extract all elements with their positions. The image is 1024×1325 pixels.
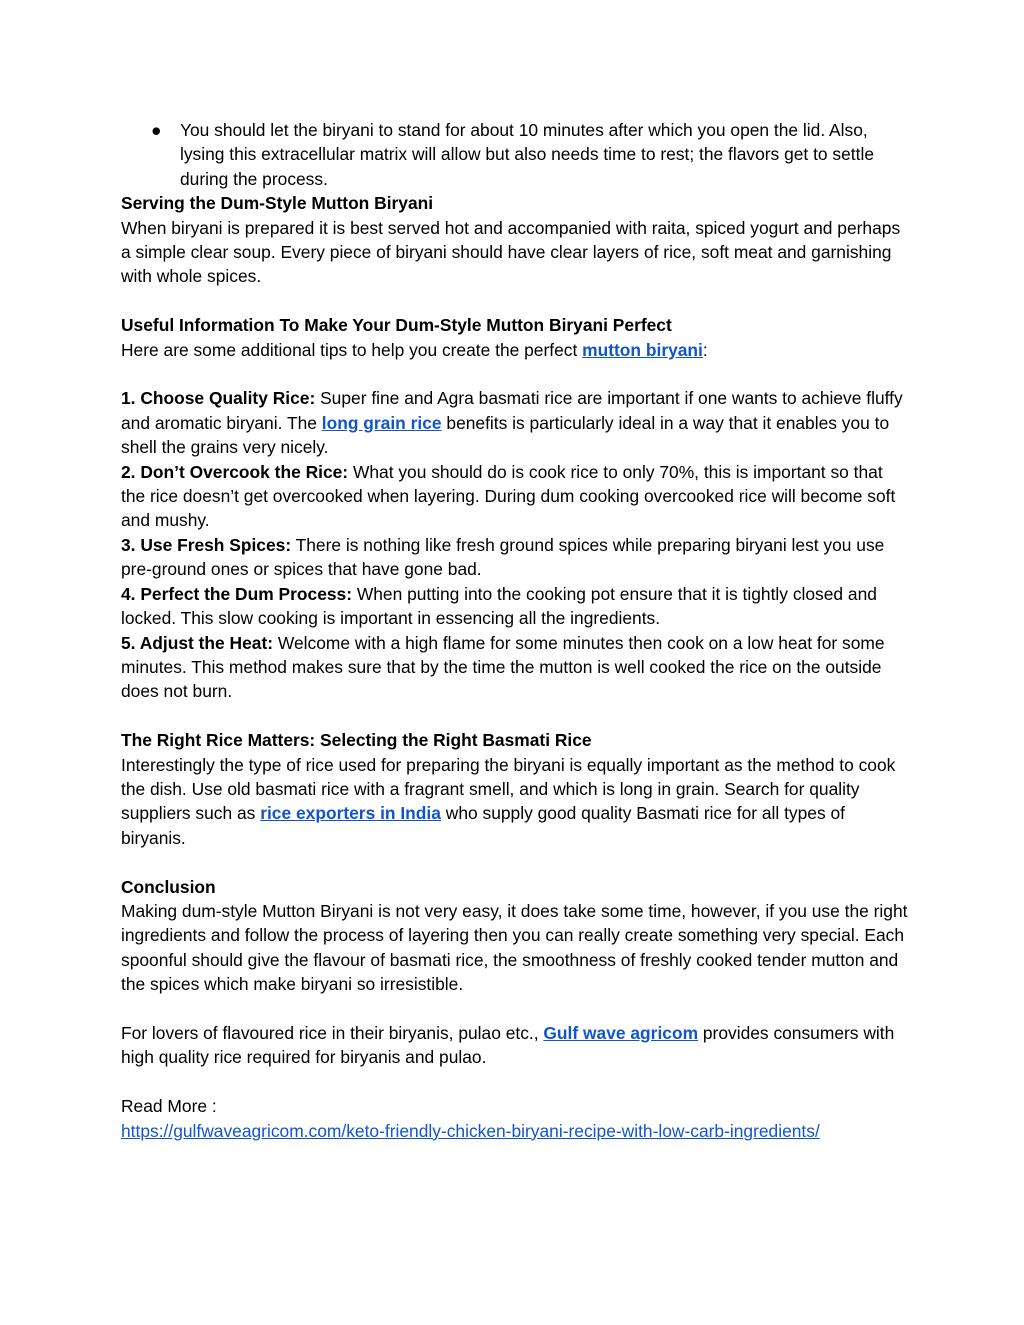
- conclusion-heading: Conclusion: [121, 876, 216, 897]
- tip-3-text: There is nothing like fresh ground spices while preparing biryani lest you use pre-ground ones or spices that have gone bad.: [121, 534, 885, 580]
- spacer: [121, 1070, 911, 1094]
- spacer: [121, 704, 911, 728]
- bullet-icon: ●: [151, 120, 162, 140]
- rice-matters-heading: The Right Rice Matters: Selecting the Right Basmati Rice: [121, 730, 592, 751]
- serving-body: When biryani is prepared it is best served hot and accompanied with raita, spiced yogurt and perhaps a simple clear soup. Every piece of biryani should have clear layers of rice, soft meat and garnishing with whole spices.: [121, 217, 901, 287]
- tip-4: [121, 582, 911, 631]
- tip-4-lead: 4. Perfect the Dum Process:: [121, 583, 352, 604]
- read-more-link[interactable]: https://gulfwaveagricom.com/keto-friendly-chicken-biryani-recipe-with-low-carb-ingredients/: [121, 1120, 820, 1141]
- spacer: [121, 850, 911, 874]
- document-page: [121, 118, 911, 1143]
- read-more-label: Read More :: [121, 1096, 217, 1117]
- tip-3: [121, 533, 911, 582]
- tip-1: [121, 386, 911, 459]
- gulf-wave-agricom-link[interactable]: Gulf wave agricom: [543, 1022, 699, 1043]
- rice-exporters-link[interactable]: rice exporters in India: [260, 803, 441, 824]
- tip-5-lead: 5. Adjust the Heat:: [121, 632, 274, 653]
- rice-matters-body: [121, 753, 911, 851]
- tip-3-lead: 3. Use Fresh Spices:: [121, 534, 292, 555]
- serving-heading: Serving the Dum-Style Mutton Biryani: [121, 193, 434, 214]
- spacer: [121, 289, 911, 313]
- long-grain-rice-link[interactable]: long grain rice: [321, 412, 442, 433]
- bullet-text: You should let the biryani to stand for about 10 minutes after which you open the lid. Also, lysing this extracellular matrix will allow but also needs time to rest; the flavors get to settle during the process.: [180, 120, 874, 189]
- conclusion-body: Making dum-style Mutton Biryani is not very easy, it does take some time, however, if you use the right ingredients and follow the process of layering then you can really create something very special. Each spoonful should give the flavour of basmati rice, the smoothness of freshly cooked tender mutton and the spices which make biryani so irresistible.: [121, 900, 908, 995]
- tip-2-text: What you should do is cook rice to only 70%, this is important so that the rice doesn’t get overcooked when layering. During dum cooking overcooked rice will become soft and mushy.: [121, 461, 896, 531]
- tip-4-text: When putting into the cooking pot ensure that it is tightly closed and locked. This slow cooking is important in essencing all the ingredients.: [121, 583, 877, 629]
- mutton-biryani-link[interactable]: mutton biryani: [582, 339, 703, 360]
- tip-1-text-after: benefits is particularly ideal in a way that it enables you to shell the grains very nicely.: [121, 412, 890, 458]
- tip-5-text: Welcome with a high flame for some minutes then cook on a low heat for some minutes. This method makes sure that by the time the mutton is well cooked the rice on the outside does not burn.: [121, 632, 885, 702]
- useful-intro-colon: :: [702, 339, 708, 360]
- lovers-text-after: provides consumers with high quality rice required for biryanis and pulao.: [121, 1022, 895, 1068]
- bullet-list: [121, 118, 911, 191]
- spacer: [121, 362, 911, 386]
- rice-matters-text: Interestingly the type of rice used for preparing the biryani is equally important as the method to cook the dish. Use old basmati rice with a fragrant smell, and which is long in grain. Search for quality suppliers such as: [121, 754, 896, 824]
- useful-intro: [121, 338, 911, 362]
- tip-5: [121, 631, 911, 704]
- list-item: [121, 118, 911, 191]
- lovers-paragraph: [121, 1021, 911, 1070]
- spacer: [121, 997, 911, 1021]
- tip-1-text: Super fine and Agra basmati rice are important if one wants to achieve fluffy and aromatic biryani. The: [121, 388, 903, 433]
- useful-heading: Useful Information To Make Your Dum-Style Mutton Biryani Perfect: [121, 315, 672, 336]
- read-more-line: [121, 1119, 911, 1143]
- useful-intro-text: Here are some additional tips to help you create the perfect: [121, 339, 583, 360]
- tip-2: [121, 460, 911, 533]
- tip-2-lead: 2. Don’t Overcook the Rice:: [121, 461, 349, 482]
- tip-1-lead: 1. Choose Quality Rice:: [121, 388, 316, 409]
- rice-matters-text-after: who supply good quality Basmati rice for all types of biryanis.: [121, 803, 845, 848]
- lovers-text: For lovers of flavoured rice in their biryanis, pulao etc.,: [121, 1022, 544, 1043]
